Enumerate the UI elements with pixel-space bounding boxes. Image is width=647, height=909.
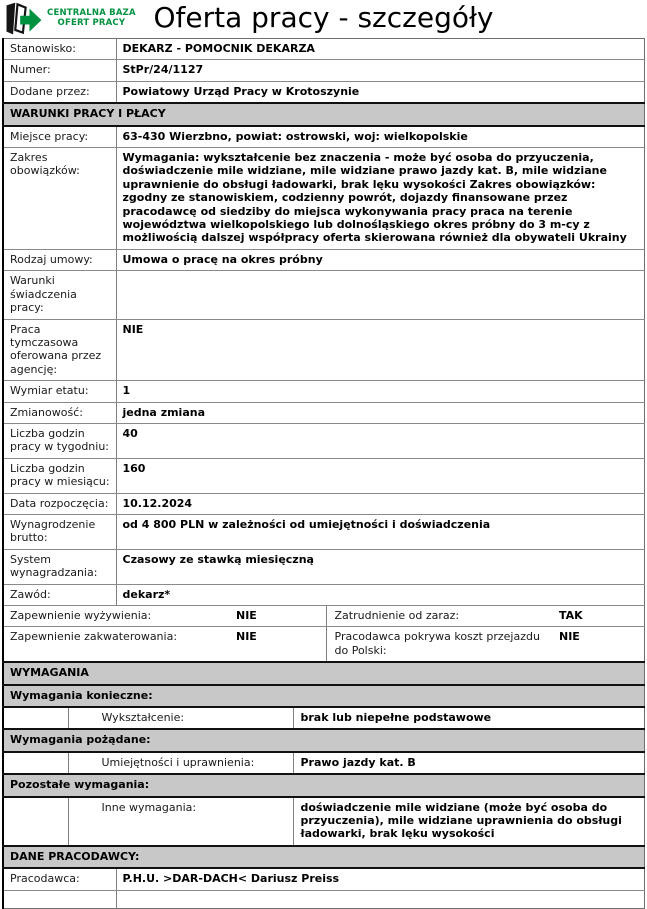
field-label-zakwaterowanie-przejazd-left: Zapewnienie zakwaterowania:: [3, 627, 228, 662]
table-row-wymagania: [3, 662, 644, 684]
field-label-rodzaj-umowy: Rodzaj umowy:: [3, 249, 116, 270]
field-label-zmianowosc: Zmianowość:: [3, 402, 116, 423]
table-row-data-rozpoczecia: [3, 493, 644, 514]
field-label-warunki-swiadczenia-pracy: Warunki świadczenia pracy:: [3, 271, 116, 319]
table-row-wymiar-etatu: [3, 381, 644, 402]
field-value-liczba-godzin-miesiac: 160: [116, 458, 644, 493]
table-row-wymagania-pozadane: [3, 729, 644, 751]
field-label-wymiar-etatu: Wymiar etatu:: [3, 381, 116, 402]
field-label-dodane-przez: Dodane przez:: [3, 81, 116, 103]
field-value-wyzywienie-zatrudnienie-left: NIE: [228, 606, 326, 627]
field-value-liczba-godzin-tydzien: 40: [116, 423, 644, 458]
table-row-pracodawca: [3, 868, 644, 890]
field-label-liczba-godzin-miesiac: Liczba godzin pracy w miesiącu:: [3, 458, 116, 493]
table-row-stanowisko: [3, 39, 644, 60]
table-row-praca-tymczasowa: [3, 319, 644, 381]
table-row-wyzywienie-zatrudnienie: [3, 606, 644, 627]
spacer-cell-inne-wymagania: [3, 797, 68, 846]
field-value-wyksztalcenie: brak lub niepełne podstawowe: [293, 707, 644, 729]
table-row-inne-wymagania: [3, 797, 644, 846]
table-row-dane-pracodawcy: [3, 846, 644, 868]
table-row-umiejetnosci-i-uprawnienia: [3, 752, 644, 774]
field-value-data-rozpoczecia: 10.12.2024: [116, 493, 644, 514]
field-label-wyzywienie-zatrudnienie-left: Zapewnienie wyżywienia:: [3, 606, 228, 627]
field-label-miejsce-pracy: Miejsce pracy:: [3, 126, 116, 148]
table-row-rodzaj-umowy: [3, 249, 644, 270]
table-row-next-row-cutoff: [3, 890, 644, 908]
section-header-pozostale-wymagania: Pozostałe wymagania:: [3, 774, 644, 796]
section-header-dane-pracodawcy: DANE PRACODAWCY:: [3, 846, 644, 868]
section-header-wymagania: WYMAGANIA: [3, 662, 644, 684]
field-value-dodane-przez: Powiatowy Urząd Pracy w Krotoszynie: [116, 81, 644, 103]
field-value-zakwaterowanie-przejazd-right: NIE: [551, 627, 644, 662]
table-row-zmianowosc: [3, 402, 644, 423]
field-value-miejsce-pracy: 63-430 Wierzbno, powiat: ostrowski, woj: wielkopolskie: [116, 126, 644, 148]
field-value-stanowisko: DEKARZ - POMOCNIK DEKARZA: [116, 39, 644, 60]
section-header-warunki-pracy-i-placy: WARUNKI PRACY I PŁACY: [3, 103, 644, 125]
field-label-data-rozpoczecia: Data rozpoczęcia:: [3, 493, 116, 514]
page-header: [0, 0, 647, 38]
field-value-inne-wymagania: doświadczenie mile widziane (może być osoba do przyuczenia), mile widziane uprawnienia do obsługi ładowarki, brak lęku wysokości: [293, 797, 644, 846]
table-row-wyksztalcenie: [3, 707, 644, 729]
field-label-zawod: Zawód:: [3, 584, 116, 605]
table-row-miejsce-pracy: [3, 126, 644, 148]
field-value-numer: StPr/24/1127: [116, 60, 644, 81]
field-value-warunki-swiadczenia-pracy: [116, 271, 644, 319]
field-label-stanowisko: Stanowisko:: [3, 39, 116, 60]
field-value-rodzaj-umowy: Umowa o pracę na okres próbny: [116, 249, 644, 270]
cbop-logo-line2: OFERT PRACY: [57, 17, 126, 28]
spacer-cell-umiejetnosci-i-uprawnienia: [3, 752, 68, 774]
field-label-wyksztalcenie: Wykształcenie:: [68, 707, 293, 729]
field-value-wyzywienie-zatrudnienie-right: TAK: [551, 606, 644, 627]
partial-row-label-cell: [3, 890, 116, 908]
table-row-zawod: [3, 584, 644, 605]
field-value-zakwaterowanie-przejazd-left: NIE: [228, 627, 326, 662]
field-value-pracodawca: P.H.U. >DAR-DACH< Dariusz Preiss: [116, 868, 644, 890]
field-value-wymiar-etatu: 1: [116, 381, 644, 402]
table-row-numer: [3, 60, 644, 81]
field-label-zakwaterowanie-przejazd-right: Pracodawca pokrywa koszt przejazdu do Polski:: [326, 627, 551, 662]
field-value-zawod: dekarz*: [116, 584, 644, 605]
partial-row-value-cell: [116, 890, 644, 908]
table-row-warunki-swiadczenia-pracy: [3, 271, 644, 319]
table-row-warunki-pracy-i-placy: [3, 103, 644, 125]
offer-table-body: [3, 39, 644, 909]
section-header-wymagania-konieczne: Wymagania konieczne:: [3, 685, 644, 707]
page-title: Oferta pracy - szczegóły: [153, 1, 494, 34]
table-row-dodane-przez: [3, 81, 644, 103]
field-label-umiejetnosci-i-uprawnienia: Umiejętności i uprawnienia:: [68, 752, 293, 774]
field-value-system-wynagradzania: Czasowy ze stawką miesięczną: [116, 549, 644, 584]
field-value-zakres-obowiazkow: Wymagania: wykształcenie bez znaczenia - może być osoba do przyuczenia, doświadczenie mile widziane, mile widziane prawo jazdy kat. B, mile widziane uprawnienie do obsługi ładowarki, brak lęku wysokości Zakres obowiązków: zgodny ze stanowiskiem, codzienny powrót, dojazdy finansowane przez pracodawcę od siedziby do miejsca wykonywania pracy praca na terenie województwa wielkopolskiego lub dolnośląskiego okres próbny do 3 m-cy z możliwością dalszej współpracy oferta skierowana również dla obywateli Ukrainy: [116, 148, 644, 250]
offer-details-table: [2, 38, 645, 909]
field-label-praca-tymczasowa: Praca tymczasowa oferowana przez agencję:: [3, 319, 116, 381]
field-label-numer: Numer:: [3, 60, 116, 81]
field-label-system-wynagradzania: System wynagradzania:: [3, 549, 116, 584]
table-row-pozostale-wymagania: [3, 774, 644, 796]
table-row-wymagania-konieczne: [3, 685, 644, 707]
field-value-umiejetnosci-i-uprawnienia: Prawo jazdy kat. B: [293, 752, 644, 774]
field-value-wynagrodzenie-brutto: od 4 800 PLN w zależności od umiejętności i doświadczenia: [116, 514, 644, 549]
field-value-zmianowosc: jedna zmiana: [116, 402, 644, 423]
field-label-pracodawca: Pracodawca:: [3, 868, 116, 890]
field-value-praca-tymczasowa: NIE: [116, 319, 644, 381]
field-label-zakres-obowiazkow: Zakres obowiązków:: [3, 148, 116, 250]
table-row-system-wynagradzania: [3, 549, 644, 584]
field-label-inne-wymagania: Inne wymagania:: [68, 797, 293, 846]
section-header-wymagania-pozadane: Wymagania pożądane:: [3, 729, 644, 751]
field-label-wynagrodzenie-brutto: Wynagrodzenie brutto:: [3, 514, 116, 549]
table-row-zakres-obowiazkow: [3, 148, 644, 250]
spacer-cell-wyksztalcenie: [3, 707, 68, 729]
cbop-logo-line1: CENTRALNA BAZA: [47, 7, 136, 18]
field-label-liczba-godzin-tydzien: Liczba godzin pracy w tygodniu:: [3, 423, 116, 458]
table-row-liczba-godzin-tydzien: [3, 423, 644, 458]
table-row-zakwaterowanie-przejazd: [3, 627, 644, 662]
field-label-wyzywienie-zatrudnienie-right: Zatrudnienie od zaraz:: [326, 606, 551, 627]
table-row-wynagrodzenie-brutto: [3, 514, 644, 549]
table-row-liczba-godzin-miesiac: [3, 458, 644, 493]
